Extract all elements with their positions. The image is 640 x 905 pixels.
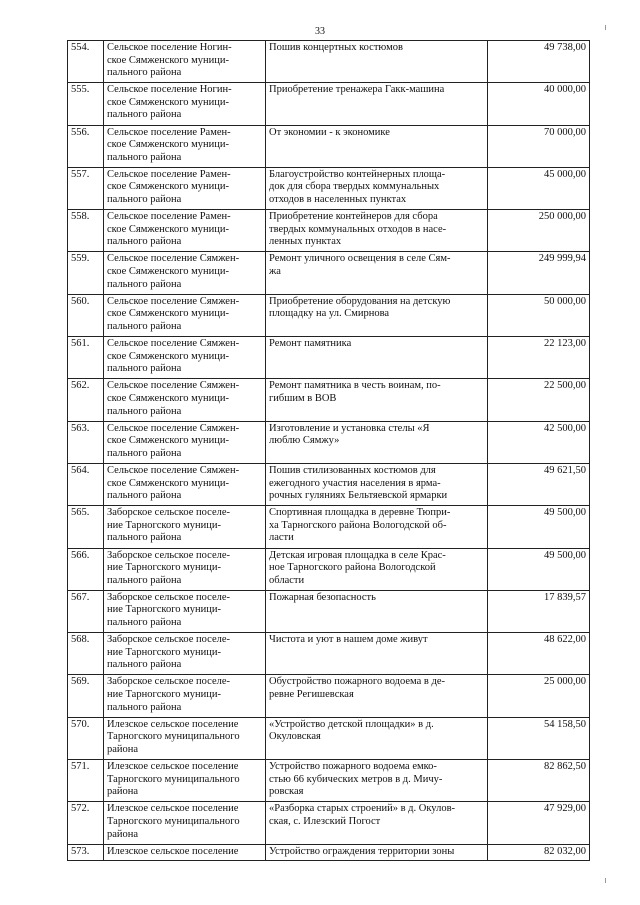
table-row [68, 717, 590, 759]
row-number: 556. [68, 125, 104, 167]
project-cell: Ремонт памятника [266, 337, 488, 379]
amount-cell: 25 000,00 [488, 675, 590, 717]
row-number: 565. [68, 506, 104, 548]
table-row [68, 167, 590, 209]
project-cell: Устройство ограждения территории зоны [266, 844, 488, 860]
row-number: 560. [68, 294, 104, 336]
table-row [68, 379, 590, 421]
row-number: 568. [68, 633, 104, 675]
amount-cell: 47 929,00 [488, 802, 590, 844]
amount-cell: 17 839,57 [488, 590, 590, 632]
recipient-cell: Сельское поселение Рамен- ское Сямженского муници- пального района [104, 125, 266, 167]
table-row [68, 125, 590, 167]
table-row [68, 294, 590, 336]
project-cell: Приобретение оборудования на детскую площадку на ул. Смирнова [266, 294, 488, 336]
subsidy-table [67, 40, 590, 861]
page-number: 33 [315, 26, 325, 37]
amount-cell: 22 500,00 [488, 379, 590, 421]
project-cell: Спортивная площадка в деревне Тюпри- ха Тарногского района Вологодской об- ласти [266, 506, 488, 548]
amount-cell: 40 000,00 [488, 83, 590, 125]
row-number: 570. [68, 717, 104, 759]
table-row [68, 675, 590, 717]
recipient-cell: Сельское поселение Рамен- ское Сямженского муници- пального района [104, 167, 266, 209]
table-row [68, 590, 590, 632]
amount-cell: 82 032,00 [488, 844, 590, 860]
row-number: 558. [68, 210, 104, 252]
recipient-cell: Сельское поселение Рамен- ское Сямженского муници- пального района [104, 210, 266, 252]
project-cell: Пожарная безопасность [266, 590, 488, 632]
row-number: 571. [68, 760, 104, 802]
table-row [68, 760, 590, 802]
recipient-cell: Сельское поселение Сямжен- ское Сямженского муници- пального района [104, 379, 266, 421]
amount-cell: 49 500,00 [488, 548, 590, 590]
recipient-cell: Илезское сельское поселение Тарногского муниципального района [104, 760, 266, 802]
project-cell: От экономии - к экономике [266, 125, 488, 167]
recipient-cell: Сельское поселение Ногин- ское Сямженского муници- пального района [104, 83, 266, 125]
row-number: 573. [68, 844, 104, 860]
amount-cell: 49 621,50 [488, 463, 590, 505]
project-cell: Ремонт памятника в честь воинам, по- гибшим в ВОВ [266, 379, 488, 421]
recipient-cell: Сельское поселение Сямжен- ское Сямженского муници- пального района [104, 252, 266, 294]
recipient-cell: Заборское сельское поселе- ние Тарногского муници- пального района [104, 548, 266, 590]
recipient-cell: Сельское поселение Сямжен- ское Сямженского муници- пального района [104, 421, 266, 463]
recipient-cell: Заборское сельское поселе- ние Тарногского муници- пального района [104, 506, 266, 548]
amount-cell: 48 622,00 [488, 633, 590, 675]
row-number: 566. [68, 548, 104, 590]
recipient-cell: Заборское сельское поселе- ние Тарногского муници- пального района [104, 590, 266, 632]
row-number: 559. [68, 252, 104, 294]
recipient-cell: Илезское сельское поселение Тарногского муниципального района [104, 717, 266, 759]
amount-cell: 70 000,00 [488, 125, 590, 167]
table-row [68, 802, 590, 844]
table-row [68, 463, 590, 505]
amount-cell: 54 158,50 [488, 717, 590, 759]
row-number: 572. [68, 802, 104, 844]
recipient-cell: Сельское поселение Сямжен- ское Сямженского муници- пального района [104, 337, 266, 379]
amount-cell: 45 000,00 [488, 167, 590, 209]
row-number: 562. [68, 379, 104, 421]
amount-cell: 249 999,94 [488, 252, 590, 294]
table-row [68, 633, 590, 675]
project-cell: Устройство пожарного водоема емко- стью 66 кубических метров в д. Мичу- ровская [266, 760, 488, 802]
project-cell: Чистота и уют в нашем доме живут [266, 633, 488, 675]
recipient-cell: Илезское сельское поселение [104, 844, 266, 860]
amount-cell: 49 738,00 [488, 41, 590, 83]
subsidy-table-body [68, 41, 590, 861]
table-row [68, 844, 590, 860]
project-cell: Обустройство пожарного водоема в де- ревне Регишевская [266, 675, 488, 717]
project-cell: Благоустройство контейнерных площа- док для сбора твердых коммунальных отходов в населенных пунктах [266, 167, 488, 209]
project-cell: Пошив концертных костюмов [266, 41, 488, 83]
row-number: 554. [68, 41, 104, 83]
row-number: 561. [68, 337, 104, 379]
recipient-cell: Заборское сельское поселе- ние Тарногского муници- пального района [104, 633, 266, 675]
table-row [68, 41, 590, 83]
margin-mark-bottom [605, 878, 606, 883]
project-cell: Приобретение тренажера Гакк-машина [266, 83, 488, 125]
project-cell: «Разборка старых строений» в д. Окулов- ская, с. Илезский Погост [266, 802, 488, 844]
amount-cell: 82 862,50 [488, 760, 590, 802]
project-cell: «Устройство детской площадки» в д. Окуловская [266, 717, 488, 759]
row-number: 563. [68, 421, 104, 463]
project-cell: Приобретение контейнеров для сбора твердых коммунальных отходов в насе- ленных пунктах [266, 210, 488, 252]
table-row [68, 83, 590, 125]
amount-cell: 22 123,00 [488, 337, 590, 379]
project-cell: Ремонт уличного освещения в селе Сям- жа [266, 252, 488, 294]
amount-cell: 50 000,00 [488, 294, 590, 336]
project-cell: Детская игровая площадка в селе Крас- ное Тарногского района Вологодской области [266, 548, 488, 590]
recipient-cell: Сельское поселение Сямжен- ское Сямженского муници- пального района [104, 294, 266, 336]
row-number: 567. [68, 590, 104, 632]
recipient-cell: Сельское поселение Ногин- ское Сямженского муници- пального района [104, 41, 266, 83]
margin-mark-top [605, 25, 606, 30]
table-row [68, 337, 590, 379]
row-number: 555. [68, 83, 104, 125]
table-row [68, 252, 590, 294]
table-row [68, 548, 590, 590]
row-number: 557. [68, 167, 104, 209]
recipient-cell: Заборское сельское поселе- ние Тарногского муници- пального района [104, 675, 266, 717]
project-cell: Пошив стилизованных костюмов для ежегодного участия населения в ярма- рочных гуляниях Бельтяевской ярмарки [266, 463, 488, 505]
table-row [68, 210, 590, 252]
amount-cell: 42 500,00 [488, 421, 590, 463]
amount-cell: 49 500,00 [488, 506, 590, 548]
project-cell: Изготовление и установка стелы «Я люблю Сямжу» [266, 421, 488, 463]
row-number: 569. [68, 675, 104, 717]
amount-cell: 250 000,00 [488, 210, 590, 252]
row-number: 564. [68, 463, 104, 505]
recipient-cell: Сельское поселение Сямжен- ское Сямженского муници- пального района [104, 463, 266, 505]
recipient-cell: Илезское сельское поселение Тарногского муниципального района [104, 802, 266, 844]
table-row [68, 506, 590, 548]
table-row [68, 421, 590, 463]
